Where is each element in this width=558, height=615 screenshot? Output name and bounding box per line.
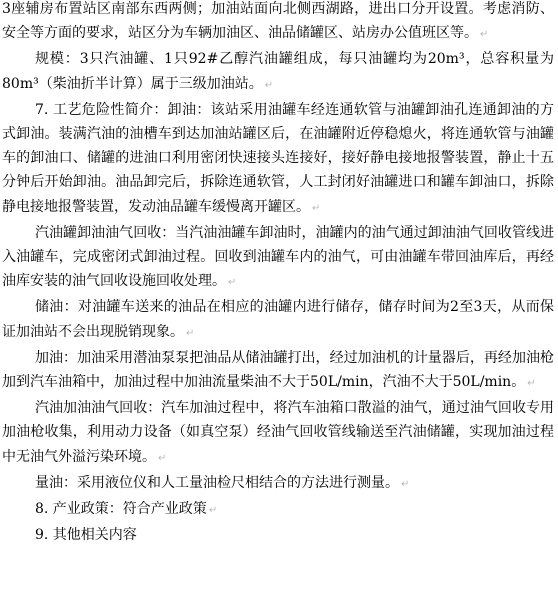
paragraph-1 (0, 0, 558, 47)
paragraph-10 (0, 523, 558, 547)
paragraph-text: 量油：采用液位仪和人工量油检尺相结合的方法进行测量。 (35, 474, 399, 491)
paragraph-8 (0, 471, 558, 497)
paragraph-text: 汽油罐卸油油气回收：当汽油油罐车卸油时，油罐内的油气通过卸油油气回收管线进入油罐车，完成密闭式卸油过程。回收到油罐车内的油气，可由油罐车带回油库后，再经油库安装的油气回收设施回收处理。 (2, 224, 554, 290)
paragraph-mark-icon: ↵ (312, 202, 321, 214)
paragraph-text: 8. 产业政策：符合产业政策 (35, 501, 207, 518)
paragraph-mark-icon: ↵ (158, 452, 167, 464)
paragraph-6 (0, 346, 558, 396)
paragraph-text: 9. 其他相关内容 (35, 527, 137, 544)
paragraph-mark-icon: ↵ (228, 277, 237, 289)
paragraph-mark-icon: ↵ (401, 478, 410, 490)
paragraph-2 (0, 47, 558, 97)
paragraph-text: 规模：3只汽油罐、1只92#乙醇汽油罐组成，每只油罐均为20m³，总容积量为80m³（柴油折半计算）属于三级加油站。 (2, 51, 554, 92)
paragraph-mark-icon: ↵ (186, 327, 195, 339)
paragraph-mark-icon: ↵ (480, 29, 489, 41)
paragraph-text: 加油：加油采用潜油泵泵把油品从储油罐打出，经过加油机的计量器后，再经加油枪加到汽车油箱中，加油过程中加油流量柴油不大于50L/min，汽油不大于50L/min。 (2, 349, 554, 391)
paragraph-3 (0, 98, 558, 221)
paragraph-text: 储油：对油罐车送来的油品在相应的油罐内进行储存，储存时间为2至3天，从而保证加油站不会出现脱销现象。 (2, 299, 554, 340)
paragraph-text: 3座辅房布置站区南部东西两侧；加油站面向北侧西湖路，进出口分开设置。考虑消防、安全等方面的要求，站区分为车辆加油区、油品储罐区、站房办公值班区等。 (2, 1, 554, 42)
paragraph-mark-icon: ↵ (208, 505, 218, 517)
paragraph-9 (0, 497, 558, 523)
paragraph-mark-icon: ↵ (264, 79, 274, 91)
paragraph-4 (0, 221, 558, 296)
paragraph-7 (0, 396, 558, 471)
paragraph-text: 汽油加油油气回收：汽车加油过程中，将汽车油箱口散溢的油气，通过油气回收专用加油枪收集，利用动力设备（如真空泵）经油气回收管线输送至汽油储罐，实现加油过程中无油气外溢污染环境。 (2, 400, 554, 465)
paragraph-5 (0, 295, 558, 345)
paragraph-text: 7. 工艺危险性简介：卸油：该站采用油罐车经连通软管与油罐卸油孔连通卸油的方式卸油。装满汽油的油槽车到达加油站罐区后，在油罐附近停稳熄火，将连通软管与油罐车的卸油口、储罐的进油口利用密闭快速接头连接好，接好静电接地报警装置，静止十五分钟后开始卸油。油品卸完后，拆除连通软管，人工封闭好油罐进口和罐车卸油口，拆除静电接地报警装置，发动油品罐车缓慢离开罐区。 (2, 101, 554, 215)
paragraph-mark-icon: ↵ (527, 378, 536, 390)
